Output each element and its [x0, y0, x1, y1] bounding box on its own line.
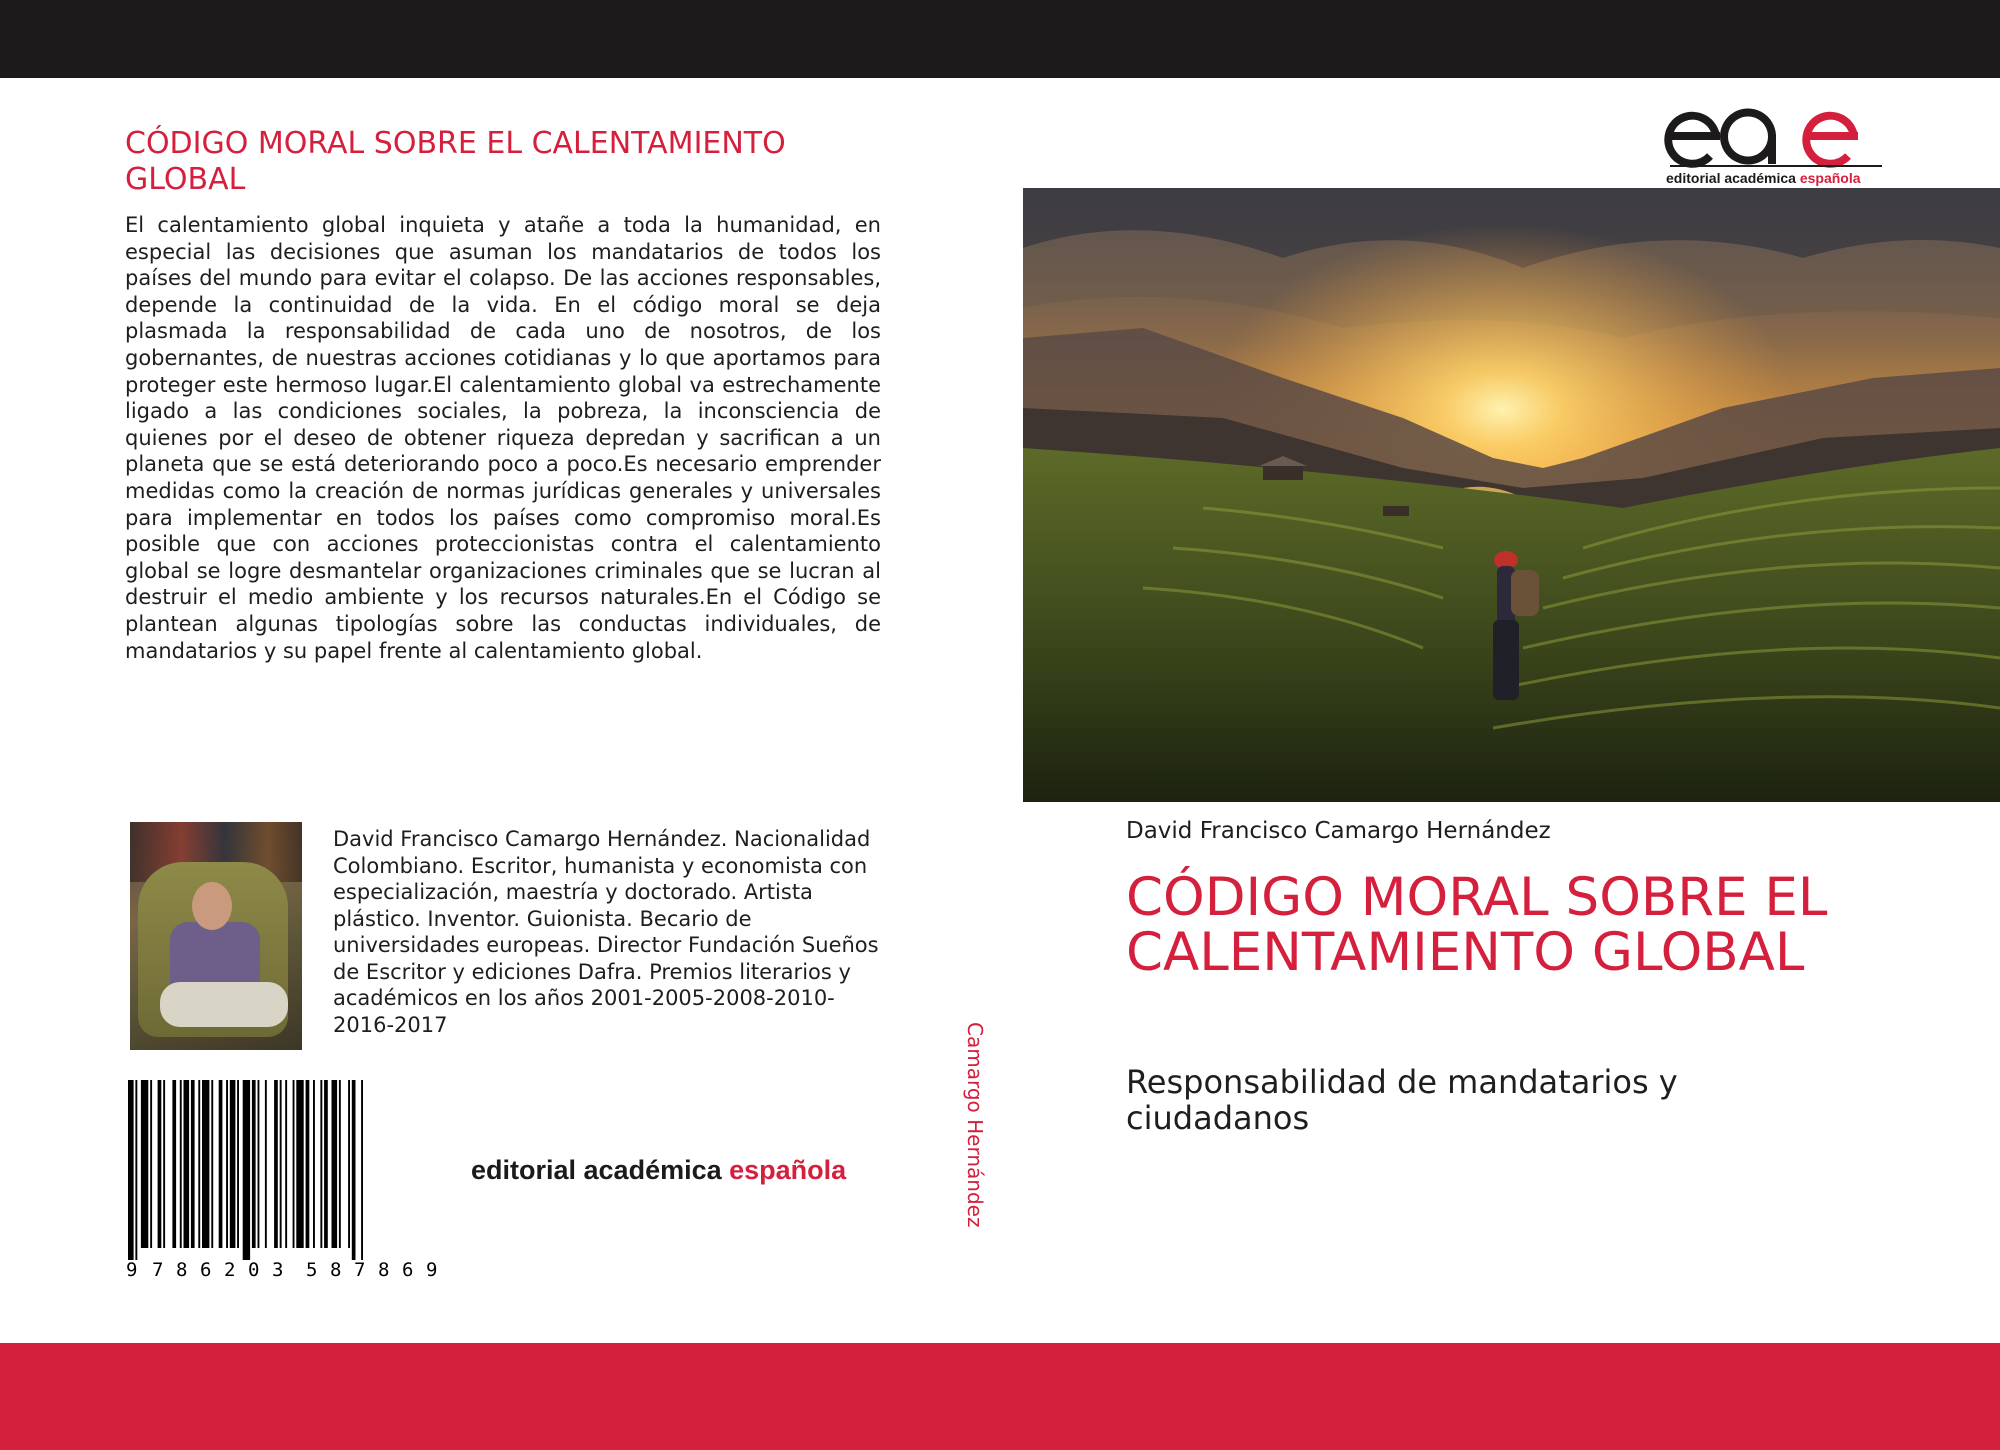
barcode-bar: [285, 1080, 287, 1248]
spine-author: Camargo Hernández: [963, 1022, 987, 1228]
barcode-bar: [348, 1080, 350, 1248]
barcode-bar: [191, 1080, 195, 1248]
front-cover-title: CÓDIGO MORAL SOBRE EL CALENTAMIENTO GLOBAL: [1126, 867, 1828, 983]
barcode-bar: [332, 1080, 338, 1248]
barcode-bar: [296, 1080, 303, 1248]
barcode-bar: [150, 1080, 152, 1248]
barcode-digit: 7: [354, 1259, 366, 1280]
barcode-digit: 2: [224, 1259, 236, 1280]
barcode-bar: [320, 1080, 322, 1248]
barcode-bar: [163, 1080, 165, 1248]
barcode-bar: [258, 1080, 260, 1248]
top-band: [0, 0, 2000, 78]
barcode-digit: 8: [176, 1259, 188, 1280]
barcode-bar: [141, 1080, 148, 1248]
barcode-bar: [226, 1080, 228, 1248]
barcode-bar: [180, 1080, 182, 1248]
barcode-digit: 9: [126, 1259, 138, 1280]
back-cover-title: CÓDIGO MORAL SOBRE EL CALENTAMIENTO GLOBAL: [125, 126, 786, 197]
author-photo: [130, 822, 302, 1050]
barcode-bar: [211, 1080, 213, 1248]
back-publisher-name: [471, 1155, 846, 1186]
barcode-bar: [128, 1080, 134, 1260]
barcode-bar: [313, 1080, 315, 1248]
barcode-digit: 9: [426, 1259, 438, 1280]
barcode-digit: 5: [306, 1259, 318, 1280]
barcode-bar: [243, 1080, 250, 1260]
barcode-bar: [158, 1080, 162, 1248]
barcode-digit: 7: [152, 1259, 164, 1280]
barcode-bar: [274, 1080, 278, 1248]
logo-wordmark: [1666, 170, 1861, 186]
barcode-digit: 3: [272, 1259, 284, 1280]
barcode-digit: 0: [248, 1259, 260, 1280]
barcode-bar: [172, 1080, 176, 1248]
logo-text-accent: española: [1799, 170, 1861, 186]
barcode-bar: [293, 1080, 295, 1248]
author-bio: David Francisco Camargo Hernández. Nacionalidad Colombiano. Escritor, humanista y economista con especialización, maestría y doctorado. Artista plástico. Inventor. Guionista. Becario de universidades europeas. Director Fundación Sueños de Escritor y ediciones Dafra. Premios literarios y académicos en los años 2001-2005-2008-2010-2016-2017: [333, 827, 879, 1037]
publisher-name-main: editorial académica: [471, 1155, 730, 1185]
logo-text-main: editorial académica: [1666, 170, 1800, 186]
barcode-digit: 6: [200, 1259, 212, 1280]
cover-photo-rice-terraces-sunset: [1023, 188, 2000, 802]
isbn-barcode: [122, 1080, 452, 1280]
barcode-bar: [184, 1080, 190, 1248]
barcode-bar: [135, 1080, 137, 1260]
barcode-bar: [352, 1080, 356, 1260]
barcode-bar: [339, 1080, 341, 1248]
barcode-bar: [252, 1080, 256, 1248]
barcode-bar: [265, 1080, 267, 1248]
barcode-bar: [202, 1080, 209, 1248]
barcode-bar: [198, 1080, 200, 1248]
barcode-bar: [361, 1080, 363, 1260]
bottom-band: [0, 1343, 2000, 1450]
front-cover-subtitle: Responsabilidad de mandatarios y ciudadanos: [1126, 1063, 1678, 1137]
barcode-bar: [306, 1080, 310, 1248]
back-cover-blurb: El calentamiento global inquieta y atañe a toda la humanidad, en especial las decisiones que asuman los mandatarios de todos los países del mundo para evitar el colapso. De las acciones responsables, depende la continuidad de la vida. En el código moral se deja plasmada la responsabilidad de cada uno de nosotros, de los gobernantes, de nuestras acciones cotidianas y lo que aportamos para proteger este hermoso lugar.El calentamiento global va estrechamente ligado a las condiciones sociales, la pobreza, la inconsciencia de quienes por el deseo de obtener riqueza depredan y sacrifican a un planeta que se está deteriorando poco a poco.Es necesario emprender medidas como la creación de normas jurídicas generales y universales para implementar en todos los países como compromiso moral.Es posible que con acciones proteccionistas contra el calentamiento global se logre desmantelar organizaciones criminales que se lucran al destruir el medio ambiente y los recursos naturales.En el Código se plantean algunas tipologías sobre las conductas individuales, de mandatarios y su papel frente al calentamiento global.: [125, 213, 881, 663]
front-author-name: David Francisco Camargo Hernández: [1126, 818, 1551, 844]
barcode-digit: 8: [330, 1259, 342, 1280]
barcode-bar: [324, 1080, 328, 1248]
barcode-digit: 6: [402, 1259, 414, 1280]
barcode-bar: [280, 1080, 282, 1248]
barcode-bar: [219, 1080, 223, 1248]
barcode-digit: 8: [378, 1259, 390, 1280]
barcode-bar: [230, 1080, 236, 1248]
barcode-bar: [237, 1080, 239, 1248]
publisher-name-accent: española: [729, 1155, 847, 1185]
